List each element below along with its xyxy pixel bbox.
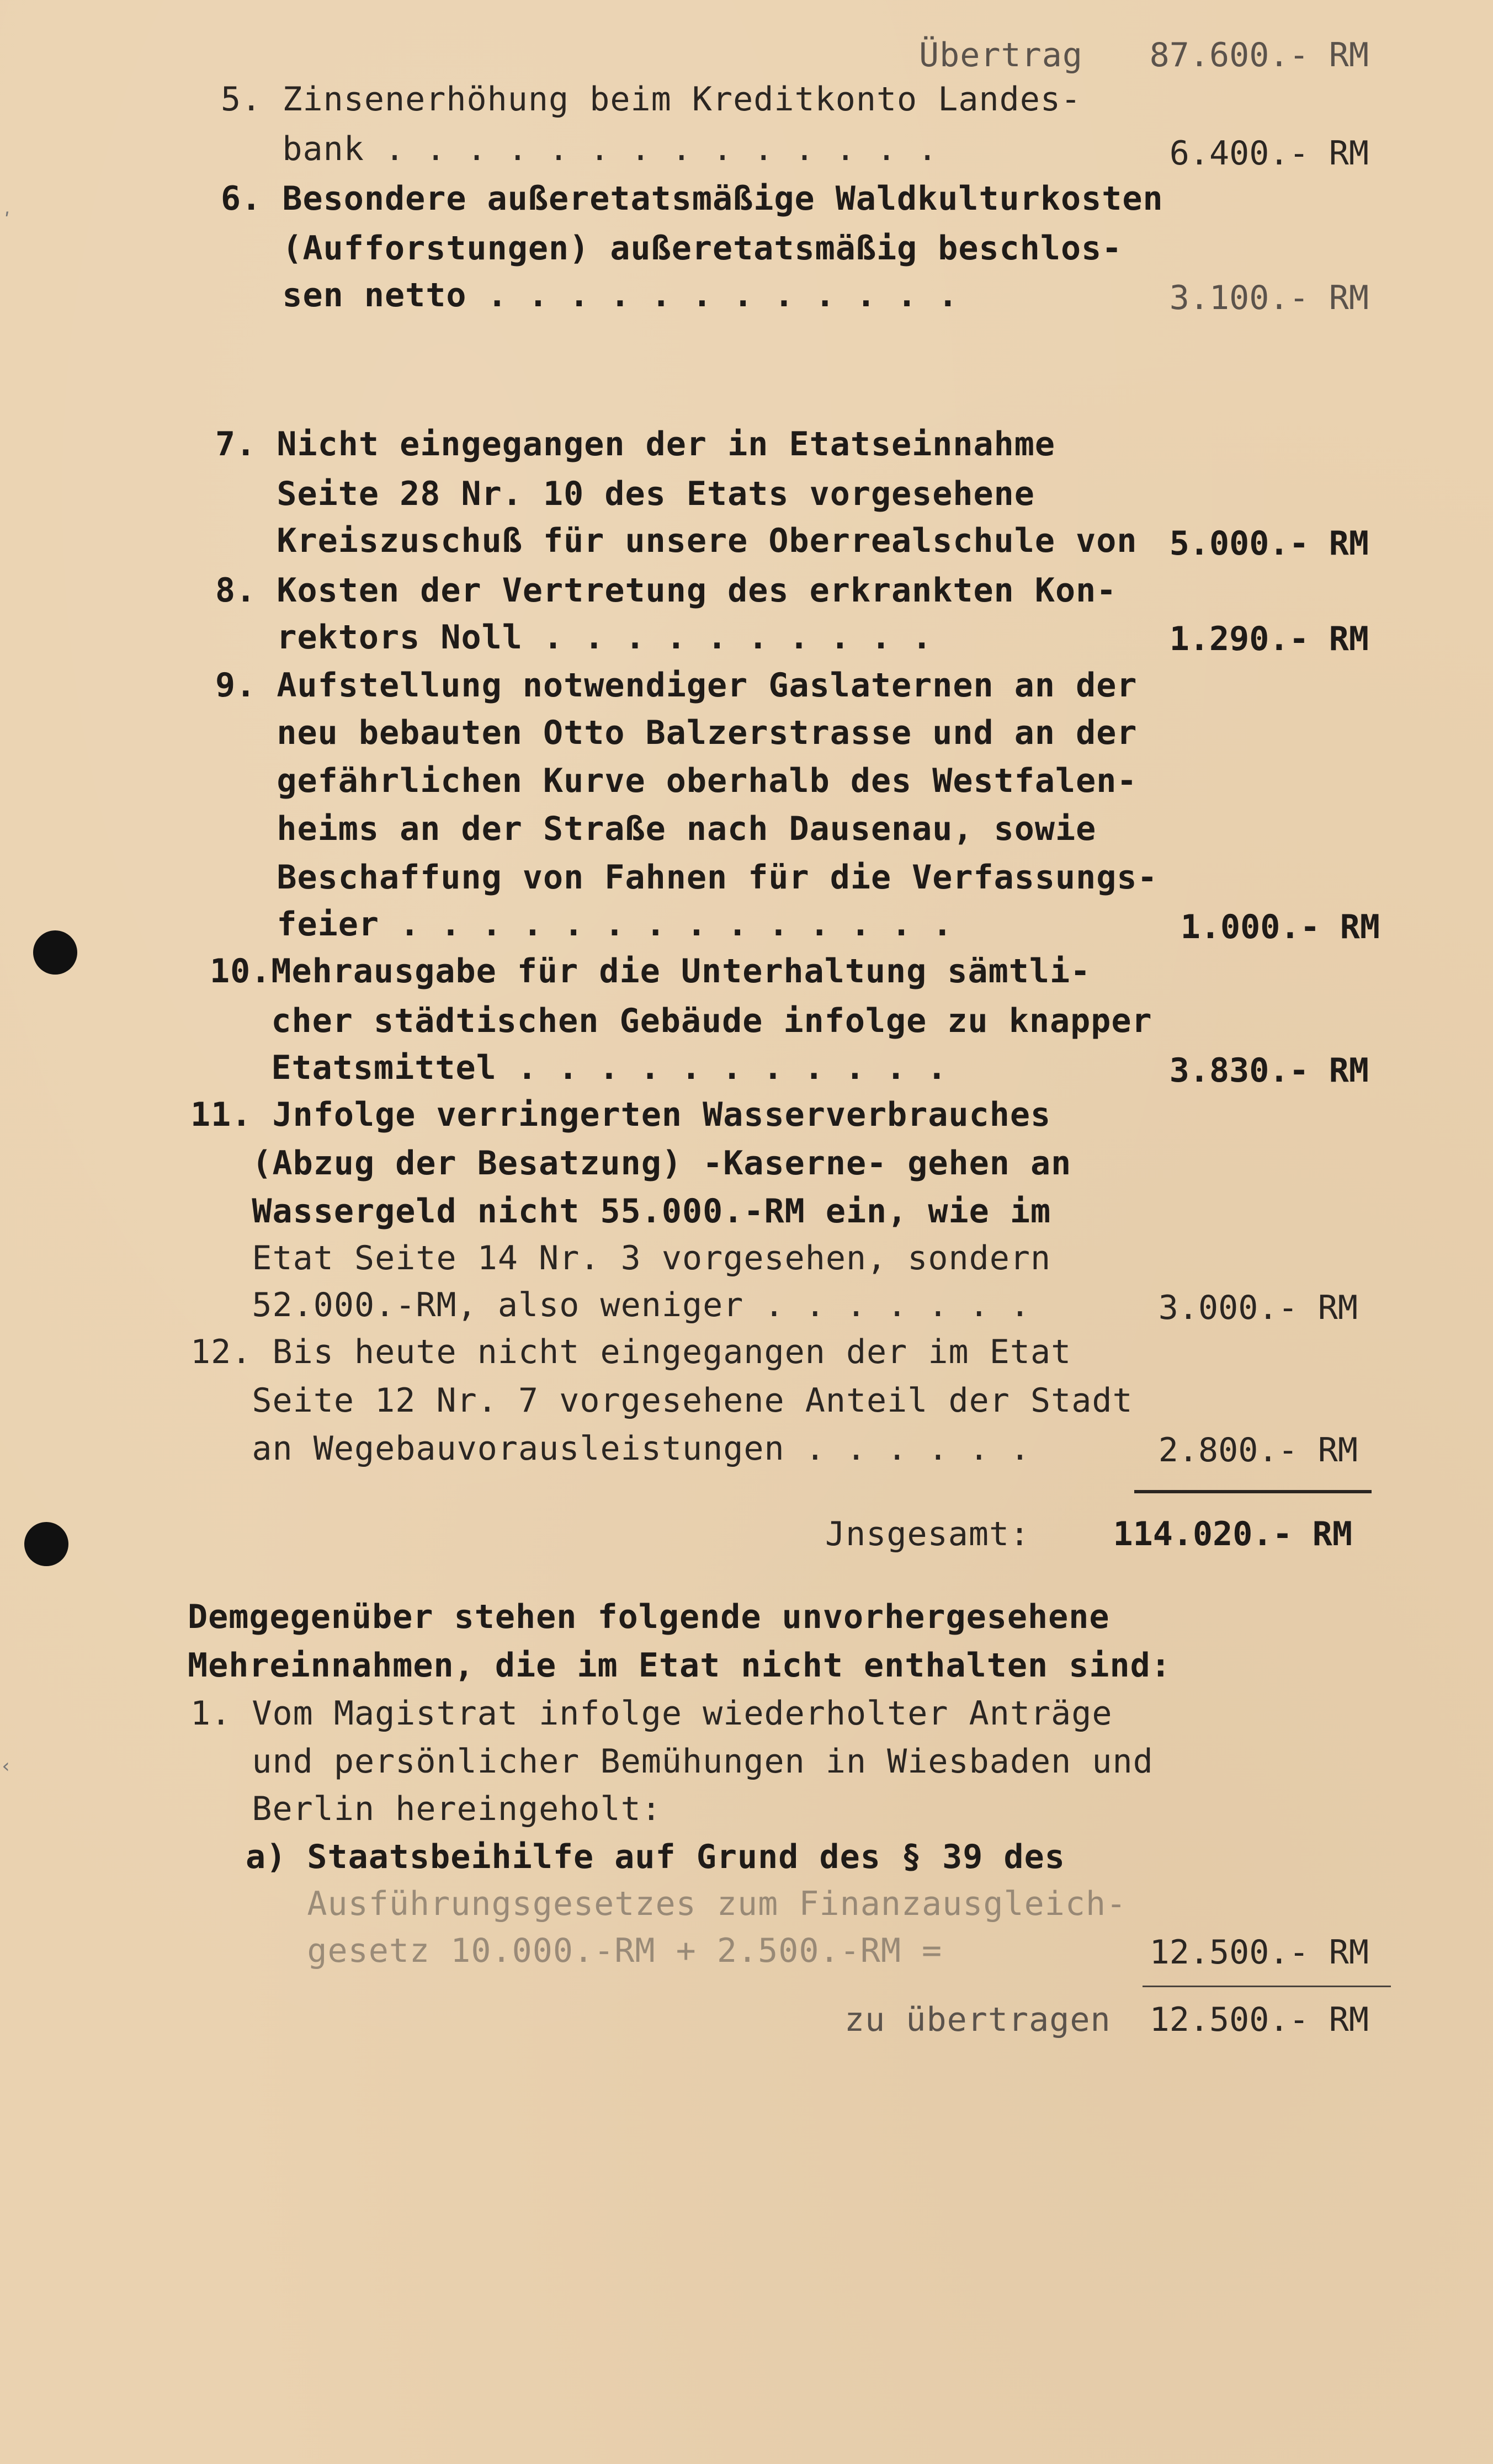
item-line: 9. Aufstellung notwendiger Gaslaternen an der bbox=[215, 666, 1138, 705]
item-line: sen netto . . . . . . . . . . . . bbox=[221, 276, 959, 315]
item-amount: 1.290.- RM bbox=[1169, 620, 1369, 658]
total-amount: 114.020.- RM bbox=[1113, 1515, 1352, 1553]
item-line: gefährlichen Kurve oberhalb des Westfalen- bbox=[215, 762, 1138, 800]
carried-amount: 87.600.- RM bbox=[1149, 36, 1369, 74]
item-line: Seite 12 Nr. 7 vorgesehene Anteil der Stadt bbox=[190, 1381, 1133, 1420]
item-line: 12. Bis heute nicht eingegangen der im Etat bbox=[190, 1333, 1072, 1371]
item-line: Kreiszuschuß für unsere Oberrealschule von bbox=[215, 521, 1138, 560]
total-label: Jnsgesamt: bbox=[825, 1515, 1030, 1553]
item-line: 8. Kosten der Vertretung des erkrankten Kon- bbox=[215, 571, 1117, 610]
item-line: 6. Besondere außeretatsmäßige Waldkulturkosten bbox=[221, 179, 1163, 218]
income-sub-line: Ausführungsgesetzes zum Finanzausgleich- bbox=[246, 1885, 1127, 1923]
income-intro-line: Mehreinnahmen, die im Etat nicht enthalten sind: bbox=[188, 1646, 1171, 1685]
item-line: 52.000.-RM, also weniger . . . . . . . bbox=[190, 1286, 1031, 1324]
income-item-line: und persönlicher Bemühungen in Wiesbaden und bbox=[190, 1742, 1154, 1781]
punch-hole-top bbox=[33, 930, 77, 975]
carried-label: Übertrag bbox=[919, 36, 1083, 74]
item-line: Seite 28 Nr. 10 des Etats vorgesehene bbox=[215, 475, 1035, 513]
item-amount: 3.000.- RM bbox=[1158, 1289, 1358, 1327]
punch-hole-bottom bbox=[24, 1522, 68, 1566]
margin-mark: ‹ bbox=[0, 1755, 12, 1778]
carry-rule bbox=[1143, 1986, 1391, 1987]
item-line: heims an der Straße nach Dausenau, sowie bbox=[215, 810, 1097, 848]
item-amount: 3.830.- RM bbox=[1169, 1051, 1369, 1090]
item-line: Etatsmittel . . . . . . . . . . . bbox=[210, 1049, 948, 1087]
item-line: an Wegebauvorausleistungen . . . . . . bbox=[190, 1429, 1031, 1468]
carry-forward-label: zu übertragen bbox=[844, 2000, 1111, 2039]
item-amount: 6.400.- RM bbox=[1169, 134, 1369, 173]
item-line: (Abzug der Besatzung) -Kaserne- gehen an bbox=[190, 1144, 1072, 1183]
item-amount: 1.000.- RM bbox=[1180, 908, 1380, 946]
item-amount: 5.000.- RM bbox=[1169, 524, 1369, 563]
item-line: neu bebauten Otto Balzerstrasse und an der bbox=[215, 714, 1138, 752]
item-line: Etat Seite 14 Nr. 3 vorgesehen, sondern bbox=[190, 1239, 1051, 1278]
item-amount: 3.100.- RM bbox=[1169, 279, 1369, 317]
item-line: rektors Noll . . . . . . . . . . bbox=[215, 618, 933, 657]
carry-forward-amount: 12.500.- RM bbox=[1149, 2000, 1369, 2039]
income-intro-line: Demgegenüber stehen folgende unvorhergesehene bbox=[188, 1598, 1110, 1636]
income-sub-amount: 12.500.- RM bbox=[1149, 1933, 1369, 1972]
income-item-line: Berlin hereingeholt: bbox=[190, 1790, 662, 1828]
item-line: Beschaffung von Fahnen für die Verfassungs- bbox=[215, 858, 1158, 897]
item-amount: 2.800.- RM bbox=[1158, 1431, 1358, 1470]
item-line: feier . . . . . . . . . . . . . . bbox=[215, 905, 953, 944]
item-line: 5. Zinsenerhöhung beim Kreditkonto Landes- bbox=[221, 80, 1082, 119]
margin-mark: ʹ bbox=[1, 210, 13, 232]
item-line: 10.Mehrausgabe für die Unterhaltung sämtli- bbox=[210, 952, 1091, 991]
item-line: bank . . . . . . . . . . . . . . bbox=[221, 130, 938, 168]
item-line: 7. Nicht eingegangen der in Etatseinnahme bbox=[215, 425, 1056, 464]
item-line: (Aufforstungen) außeretatsmäßig beschlos- bbox=[221, 229, 1123, 268]
income-sub-line: a) Staatsbeihilfe auf Grund des § 39 des bbox=[246, 1838, 1065, 1876]
item-line: 11. Jnfolge verringerten Wasserverbrauches bbox=[190, 1095, 1051, 1134]
income-item-line: 1. Vom Magistrat infolge wiederholter Anträge bbox=[190, 1694, 1113, 1733]
item-line: cher städtischen Gebäude infolge zu knapper bbox=[210, 1002, 1152, 1040]
sum-rule bbox=[1134, 1490, 1372, 1493]
income-sub-line: gesetz 10.000.-RM + 2.500.-RM = bbox=[246, 1931, 943, 1970]
item-line: Wassergeld nicht 55.000.-RM ein, wie im bbox=[190, 1192, 1051, 1231]
